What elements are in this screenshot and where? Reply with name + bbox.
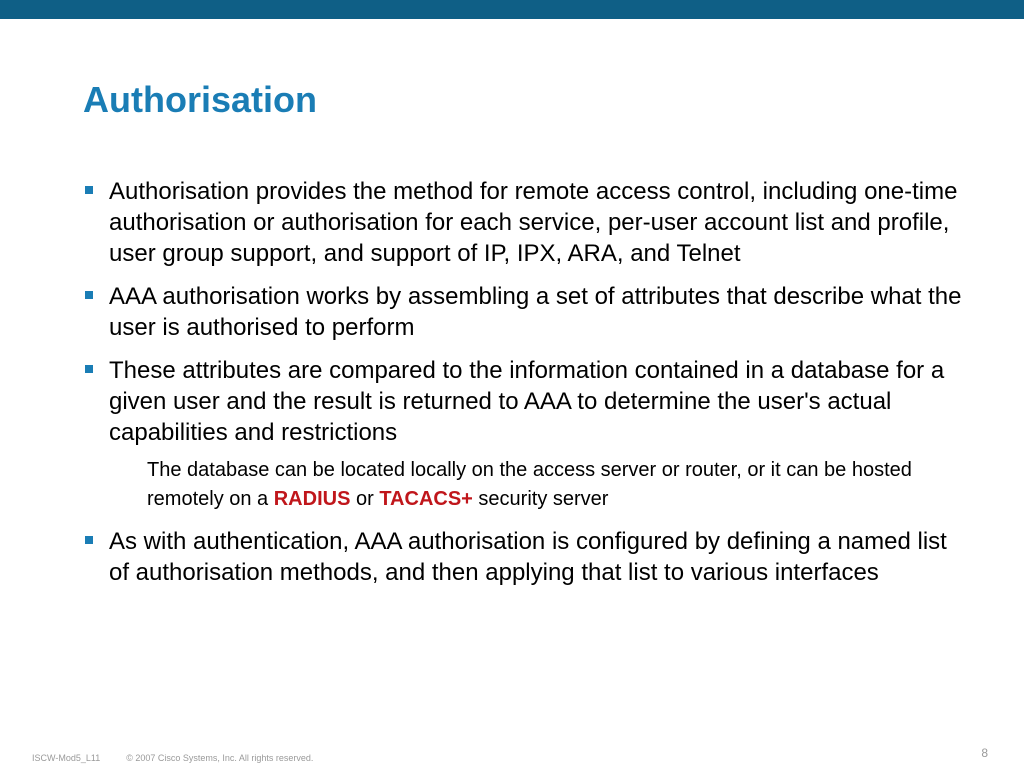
sub-note-or: or [355, 488, 374, 510]
top-banner-bar [0, 0, 1024, 19]
sub-note-text: The database can be located locally on the access server or router, or it can be hosted remotely on a [147, 459, 912, 510]
square-bullet-icon [85, 186, 93, 194]
sub-note-ending: security server [478, 488, 609, 510]
slide-title: Authorisation [83, 79, 317, 120]
bullet-text: Authorisation provides the method for remote access control, including one-time authorisation or authorisation for each service, per-user account list and profile, user group support, and support of IP, IPX, ARA, and Telnet [109, 178, 958, 267]
bullet-item [83, 526, 973, 588]
bullet-text: As with authentication, AAA authorisation is configured by defining a named list of authorisation methods, and then applying that list to various interfaces [109, 528, 947, 586]
course-code: ISCW-Mod5_L11 [32, 753, 101, 763]
square-bullet-icon [85, 291, 93, 299]
tacacs-highlight: TACACS+ [379, 488, 473, 510]
copyright-text: © 2007 Cisco Systems, Inc. All rights reserved. [126, 753, 314, 763]
page-number: 8 [981, 746, 988, 760]
bullet-item [83, 281, 973, 343]
bullet-item [83, 355, 973, 448]
square-bullet-icon [85, 536, 93, 544]
square-bullet-icon [85, 365, 93, 373]
radius-highlight: RADIUS [273, 488, 351, 510]
slide-footer [32, 752, 313, 764]
bullet-text: AAA authorisation works by assembling a set of attributes that describe what the user is authorised to perform [109, 283, 962, 341]
slide-content [83, 176, 973, 600]
bullet-item [83, 176, 973, 269]
bullet-text: These attributes are compared to the information contained in a database for a given user and the result is returned to AAA to determine the user's actual capabilities and restrictions [109, 357, 945, 446]
sub-note [147, 456, 973, 514]
